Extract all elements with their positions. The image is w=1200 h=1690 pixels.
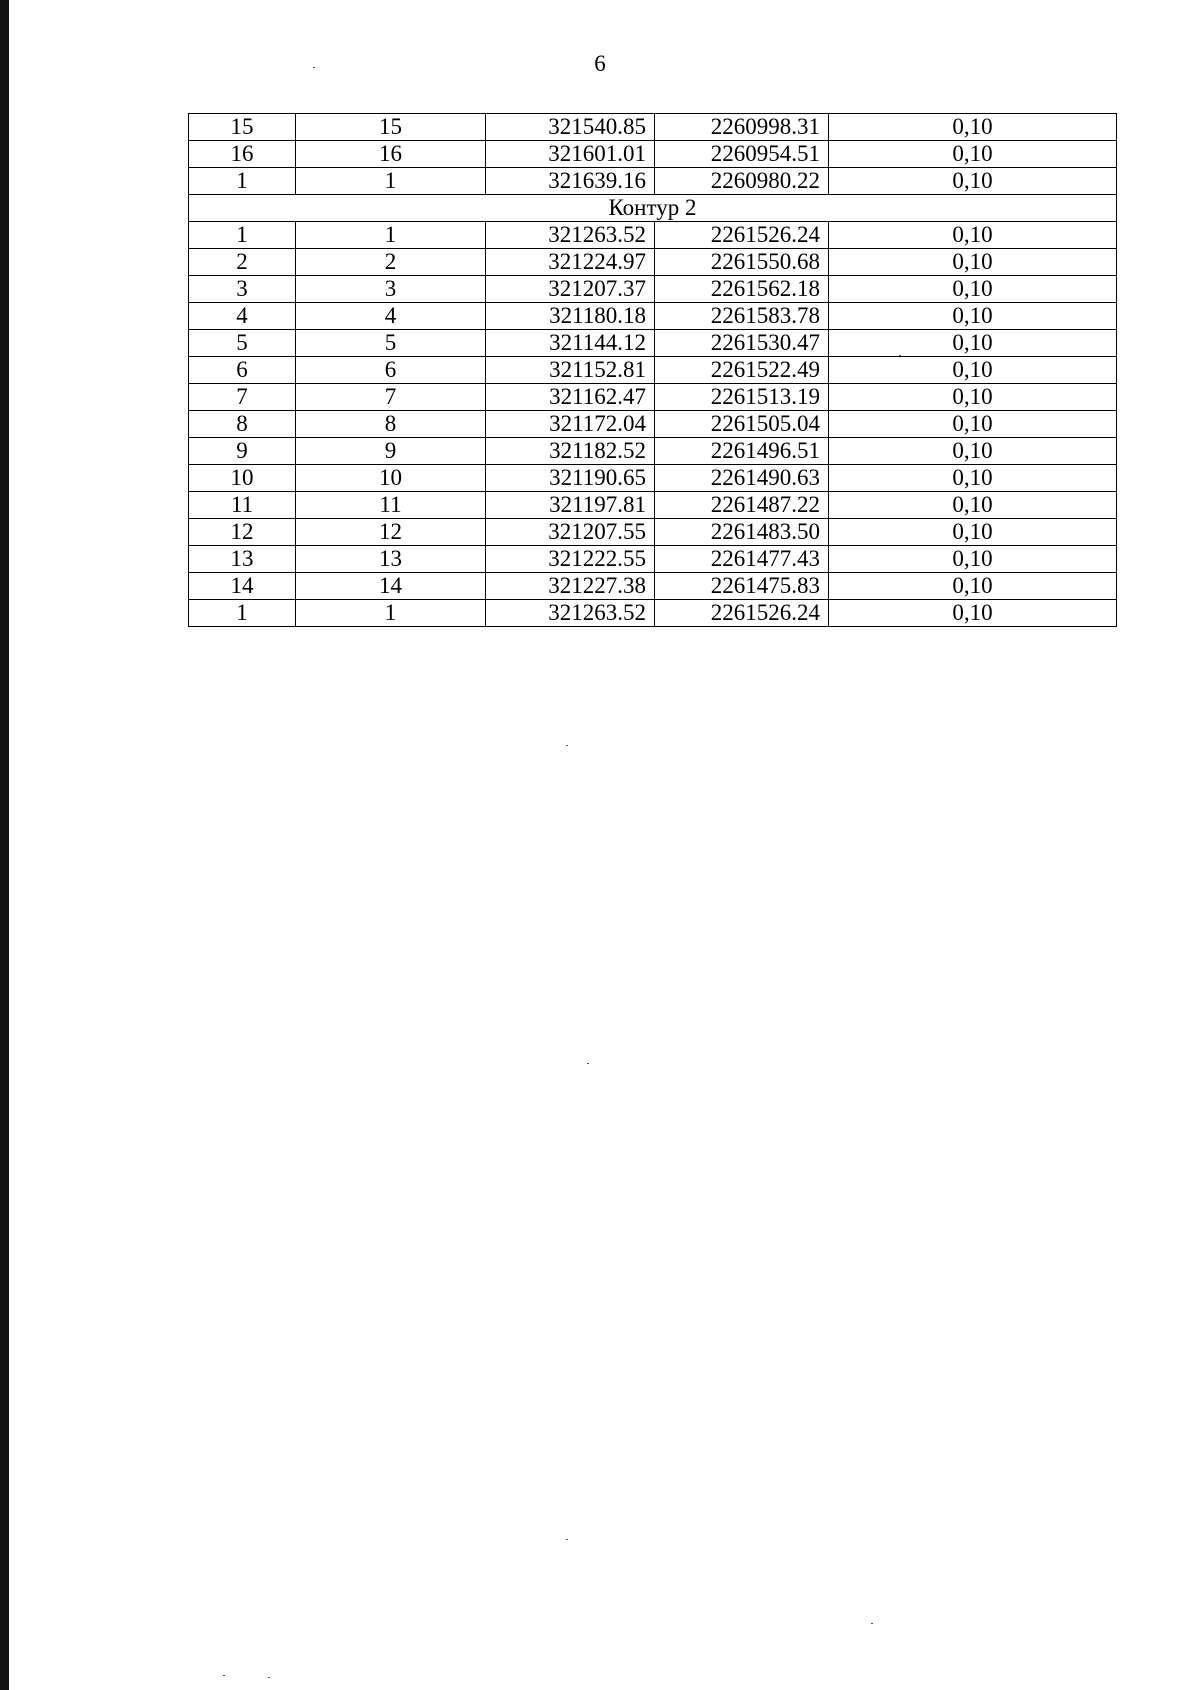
- table-section: [189, 195, 1117, 222]
- y-coordinate-cell: 2260954.51: [655, 141, 829, 168]
- x-coordinate-cell: 321180.18: [486, 303, 655, 330]
- x-coordinate-cell: 321540.85: [486, 114, 655, 141]
- point-id-cell: 10: [296, 465, 486, 492]
- point-id-cell: 4: [296, 303, 486, 330]
- point-number-cell: 13: [189, 546, 296, 573]
- table-row: [189, 249, 1117, 276]
- scan-speck: [313, 67, 315, 68]
- point-number-cell: 1: [189, 222, 296, 249]
- table-row: [189, 600, 1117, 627]
- table-row: [189, 465, 1117, 492]
- y-coordinate-cell: 2261487.22: [655, 492, 829, 519]
- table-row: [189, 519, 1117, 546]
- point-id-cell: 9: [296, 438, 486, 465]
- table-row: [189, 222, 1117, 249]
- point-number-cell: 7: [189, 384, 296, 411]
- point-id-cell: 14: [296, 573, 486, 600]
- accuracy-cell: 0,10: [829, 222, 1117, 249]
- point-number-cell: 15: [189, 114, 296, 141]
- table-body-top: [189, 114, 1117, 195]
- section-title: Контур 2: [189, 195, 1117, 222]
- accuracy-cell: 0,10: [829, 492, 1117, 519]
- x-coordinate-cell: 321222.55: [486, 546, 655, 573]
- y-coordinate-cell: 2261490.63: [655, 465, 829, 492]
- x-coordinate-cell: 321182.52: [486, 438, 655, 465]
- y-coordinate-cell: 2261550.68: [655, 249, 829, 276]
- accuracy-cell: 0,10: [829, 168, 1117, 195]
- scan-speck: [566, 1539, 568, 1540]
- accuracy-cell: 0,10: [829, 276, 1117, 303]
- accuracy-cell: 0,10: [829, 141, 1117, 168]
- accuracy-cell: 0,10: [829, 411, 1117, 438]
- point-number-cell: 9: [189, 438, 296, 465]
- table-row: [189, 276, 1117, 303]
- point-number-cell: 10: [189, 465, 296, 492]
- x-coordinate-cell: 321227.38: [486, 573, 655, 600]
- x-coordinate-cell: 321207.55: [486, 519, 655, 546]
- point-number-cell: 1: [189, 600, 296, 627]
- y-coordinate-cell: 2261530.47: [655, 330, 829, 357]
- point-number-cell: 12: [189, 519, 296, 546]
- section-row: [189, 195, 1117, 222]
- table-row: [189, 573, 1117, 600]
- accuracy-cell: 0,10: [829, 330, 1117, 357]
- y-coordinate-cell: 2261475.83: [655, 573, 829, 600]
- point-id-cell: 15: [296, 114, 486, 141]
- accuracy-cell: 0,10: [829, 303, 1117, 330]
- accuracy-cell: 0,10: [829, 249, 1117, 276]
- x-coordinate-cell: 321224.97: [486, 249, 655, 276]
- x-coordinate-cell: 321207.37: [486, 276, 655, 303]
- accuracy-cell: 0,10: [829, 519, 1117, 546]
- accuracy-cell: 0,10: [829, 465, 1117, 492]
- point-number-cell: 5: [189, 330, 296, 357]
- table-row: [189, 330, 1117, 357]
- scan-speck: [223, 1675, 225, 1676]
- accuracy-cell: 0,10: [829, 573, 1117, 600]
- accuracy-cell: 0,10: [829, 546, 1117, 573]
- point-id-cell: 5: [296, 330, 486, 357]
- table-row: [189, 141, 1117, 168]
- point-id-cell: 1: [296, 168, 486, 195]
- point-id-cell: 16: [296, 141, 486, 168]
- accuracy-cell: 0,10: [829, 384, 1117, 411]
- accuracy-cell: 0,10: [829, 357, 1117, 384]
- x-coordinate-cell: 321263.52: [486, 222, 655, 249]
- y-coordinate-cell: 2261513.19: [655, 384, 829, 411]
- point-number-cell: 1: [189, 168, 296, 195]
- point-number-cell: 16: [189, 141, 296, 168]
- point-number-cell: 2: [189, 249, 296, 276]
- point-id-cell: 3: [296, 276, 486, 303]
- table-row: [189, 492, 1117, 519]
- y-coordinate-cell: 2261505.04: [655, 411, 829, 438]
- table-row: [189, 438, 1117, 465]
- scan-edge-border: [0, 0, 9, 1690]
- y-coordinate-cell: 2261522.49: [655, 357, 829, 384]
- x-coordinate-cell: 321601.01: [486, 141, 655, 168]
- point-id-cell: 1: [296, 600, 486, 627]
- point-id-cell: 1: [296, 222, 486, 249]
- point-id-cell: 7: [296, 384, 486, 411]
- y-coordinate-cell: 2261526.24: [655, 222, 829, 249]
- y-coordinate-cell: 2261496.51: [655, 438, 829, 465]
- point-number-cell: 14: [189, 573, 296, 600]
- table-row: [189, 303, 1117, 330]
- y-coordinate-cell: 2261562.18: [655, 276, 829, 303]
- page-number: 6: [594, 51, 606, 76]
- table-body-bottom: [189, 222, 1117, 627]
- point-id-cell: 13: [296, 546, 486, 573]
- y-coordinate-cell: 2261477.43: [655, 546, 829, 573]
- point-number-cell: 8: [189, 411, 296, 438]
- x-coordinate-cell: 321162.47: [486, 384, 655, 411]
- table-row: [189, 168, 1117, 195]
- table-row: [189, 546, 1117, 573]
- table-row: [189, 114, 1117, 141]
- x-coordinate-cell: 321639.16: [486, 168, 655, 195]
- scan-speck: [899, 355, 901, 356]
- scan-speck: [871, 1623, 873, 1624]
- x-coordinate-cell: 321263.52: [486, 600, 655, 627]
- x-coordinate-cell: 321144.12: [486, 330, 655, 357]
- scan-speck: [587, 1063, 589, 1064]
- point-id-cell: 11: [296, 492, 486, 519]
- point-number-cell: 3: [189, 276, 296, 303]
- x-coordinate-cell: 321152.81: [486, 357, 655, 384]
- table-row: [189, 357, 1117, 384]
- x-coordinate-cell: 321190.65: [486, 465, 655, 492]
- scan-speck: [268, 1677, 270, 1678]
- y-coordinate-cell: 2260980.22: [655, 168, 829, 195]
- point-id-cell: 8: [296, 411, 486, 438]
- coordinates-table: [188, 113, 1117, 627]
- point-id-cell: 12: [296, 519, 486, 546]
- x-coordinate-cell: 321197.81: [486, 492, 655, 519]
- y-coordinate-cell: 2261526.24: [655, 600, 829, 627]
- x-coordinate-cell: 321172.04: [486, 411, 655, 438]
- point-id-cell: 6: [296, 357, 486, 384]
- point-number-cell: 4: [189, 303, 296, 330]
- accuracy-cell: 0,10: [829, 114, 1117, 141]
- table-row: [189, 384, 1117, 411]
- point-number-cell: 11: [189, 492, 296, 519]
- y-coordinate-cell: 2260998.31: [655, 114, 829, 141]
- point-id-cell: 2: [296, 249, 486, 276]
- point-number-cell: 6: [189, 357, 296, 384]
- y-coordinate-cell: 2261483.50: [655, 519, 829, 546]
- accuracy-cell: 0,10: [829, 438, 1117, 465]
- y-coordinate-cell: 2261583.78: [655, 303, 829, 330]
- table-row: [189, 411, 1117, 438]
- scan-speck: [566, 745, 568, 746]
- accuracy-cell: 0,10: [829, 600, 1117, 627]
